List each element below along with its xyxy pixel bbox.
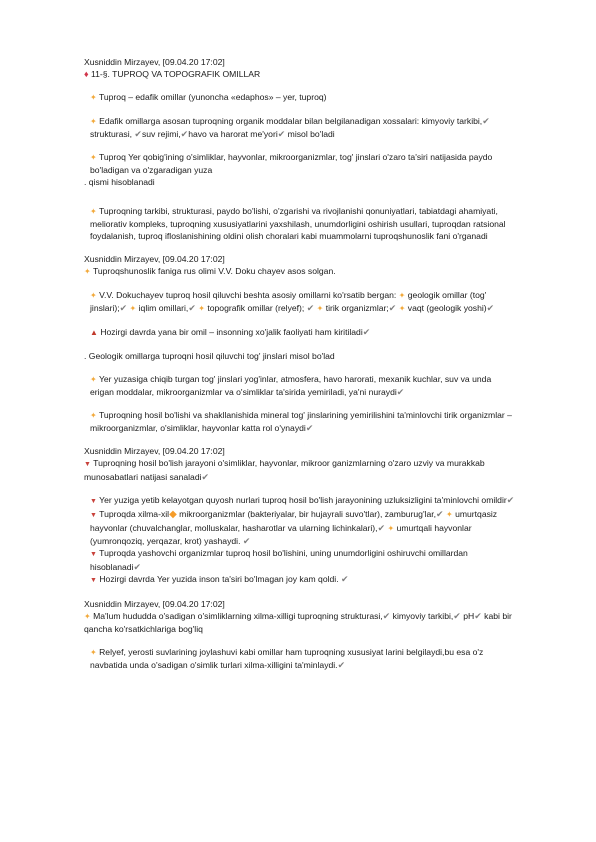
paragraph-text: suv rejimi,	[141, 129, 181, 139]
paragraph: . Geologik omillarga tuproqni hosil qiluvchi tog' jinslari misol bo'lad	[84, 351, 335, 361]
section-title	[84, 68, 516, 80]
check-icon: ✔	[474, 611, 482, 621]
star-icon: ✦	[90, 117, 97, 126]
paragraph	[84, 326, 516, 339]
paragraph-text: Tuproq Yer qobig'ining o'simliklar, hayvonlar, mikroorganizmlar, tog' jinslari o'zaro ta'siri natijasida paydo bo'ladigan va o'zgaradigan yuza	[90, 152, 493, 175]
paragraph-text: strukturasi,	[90, 129, 133, 139]
paragraph-text: pH	[463, 611, 475, 621]
paragraph-text: iqlim omillari,	[138, 303, 189, 313]
star-icon: ✦	[90, 375, 97, 384]
check-icon: ✔	[486, 303, 495, 313]
check-icon: ✔	[362, 327, 371, 337]
paragraph	[84, 115, 516, 140]
paragraph-text: vaqt (geologik yoshi)	[407, 303, 487, 313]
check-icon: ✔	[242, 536, 251, 546]
paragraph-text: misol bo'ladi	[287, 129, 335, 139]
author-line: Xusniddin Mirzayev, [09.04.20 17:02]	[84, 599, 225, 609]
paragraph	[84, 91, 516, 104]
check-icon: ✔	[201, 472, 210, 482]
hat-icon: ▲	[90, 328, 98, 337]
triangle-down-icon: ▼	[90, 512, 97, 519]
check-icon: ✔	[180, 129, 189, 139]
check-icon: ✔	[506, 495, 515, 505]
paragraph-text: Edafik omillarga asosan tuproqning organik moddalar bilan belgilanadigan xossalari: kimyoviy tarkibi,	[99, 116, 483, 126]
paragraph	[84, 409, 516, 434]
triangle-down-icon: ▼	[90, 577, 97, 584]
check-icon: ✔	[388, 303, 397, 313]
paragraph	[84, 547, 516, 573]
check-icon: ✔	[377, 523, 386, 533]
paragraph-text: kabi bir qancha ko'rsatkichlariga bog'liq	[84, 611, 512, 634]
star-icon: ✦	[90, 93, 97, 102]
star-icon: ✦	[84, 267, 91, 276]
paragraph-text: Ma'lum hududda o'sadigan o'simliklarning xilma-xilligi tuproqning strukturasi,	[93, 611, 383, 621]
paragraph	[84, 494, 516, 508]
star-icon: ✦	[84, 612, 91, 621]
triangle-down-icon: ▼	[90, 551, 97, 558]
paragraph-text: geologik omillar (tog' jinslari);	[90, 290, 487, 313]
paragraph	[84, 457, 516, 483]
paragraph	[84, 373, 516, 398]
star-icon: ✦	[316, 304, 324, 313]
paragraph-text: tirik organizmlar;	[325, 303, 389, 313]
paragraph	[84, 205, 516, 242]
paragraph	[84, 151, 516, 176]
check-icon: ✔	[277, 129, 286, 139]
author-line: Xusniddin Mirzayev, [09.04.20 17:02]	[84, 57, 225, 67]
star-icon: ✦	[398, 304, 406, 313]
author-line: Xusniddin Mirzayev, [09.04.20 17:02]	[84, 446, 225, 456]
star-icon: ✦	[445, 510, 453, 519]
paragraph-text: Tuproqning tarkibi, strukturasi, paydo bo'lishi, o'zgarishi va rivojlanishi qonuniyatlari, tabiatdagi ahamiyati, meliorativ kompleks, tuproqning xususiyatlarini yaxshilash, unumdorligini oshirish usullari, tuproqdan ratsional foydalanish, tuproq ifloslanishining oldini olish choralari kabi muammolarni tuproqshunoslik fani o'rganadi	[90, 206, 506, 241]
paragraph-text: Tuproqda yashovchi organizmlar tuproq hosil bo'lishini, uning unumdorligini oshiruvchi omillardan hisoblanadi	[90, 548, 468, 572]
check-icon: ✔	[436, 509, 444, 519]
paragraph: . qismi hisoblanadi	[84, 177, 155, 187]
paragraph-text: topografik omillar (relyef);	[207, 303, 305, 313]
paragraph	[84, 289, 516, 315]
check-icon: ✔	[188, 303, 196, 313]
check-icon: ✔	[340, 574, 349, 584]
paragraph	[84, 265, 516, 278]
triangle-down-icon: ▼	[84, 461, 91, 468]
paragraph-text: umurtqali hayvonlar (yumronqoziq, yerqazar, krot) yashaydi.	[90, 523, 472, 546]
paragraph-text: Yer yuziga yetib kelayotgan quyosh nurlari tuproq hosil bo'lish jarayonining uzluksizligini ta'minlovchi omildir	[99, 495, 507, 505]
triangle-down-icon: ▼	[90, 498, 97, 505]
star-icon: ✦	[90, 153, 97, 162]
check-icon: ✔	[134, 129, 142, 139]
paragraph-text: Tuproq – edafik omillar (yunoncha «edaphos» – yer, tuproq)	[98, 92, 327, 102]
paragraph-text: Tuproqda xilma-xil	[99, 509, 170, 519]
orange-diamond-icon: ◆	[169, 509, 177, 520]
check-icon: ✔	[482, 116, 490, 126]
paragraph-text: kimyoviy tarkibi,	[392, 611, 454, 621]
paragraph-text: Tuproqning hosil bo'lishi va shakllanishida mineral tog' jinslarining yemirilishini ta'minlovchi tirik organizmlar – mikroorganizmlar, o'simliklar, hayvonlar katta rol o'ynaydi	[90, 410, 512, 433]
check-icon: ✔	[337, 660, 346, 670]
paragraph-text: Hozirgi davrda yana bir omil – insonning xo'jalik faoliyati ham kiritiladi	[100, 327, 363, 337]
author-line: Xusniddin Mirzayev, [09.04.20 17:02]	[84, 254, 225, 264]
star-icon: ✦	[90, 411, 97, 420]
star-icon: ✦	[387, 524, 395, 533]
paragraph-text: havo va harorat me'yori	[188, 129, 278, 139]
check-icon: ✔	[306, 303, 315, 313]
paragraph-text: V.V. Dokuchayev tuproq hosil qiluvchi beshta asosiy omillarni ko'rsatib bergan:	[99, 290, 397, 300]
paragraph-text: mikroorganizmlar (bakteriyalar, bir hujayrali suvo'tlar), zamburug'lar,	[179, 509, 437, 519]
check-icon: ✔	[305, 423, 314, 433]
star-icon: ✦	[90, 207, 97, 216]
paragraph-text: Tuproqshunoslik faniga rus olimi V.V. Doku chayev asos solgan.	[92, 266, 336, 276]
star-icon: ✦	[198, 304, 205, 313]
paragraph-text: Tuproqning hosil bo'lish jarayoni o'simliklar, hayvonlar, mikroor ganizmlarning o'zaro uzviy va murakkab munosabatlari natijasi sanaladi	[84, 458, 485, 482]
check-icon: ✔	[382, 611, 391, 621]
star-icon: ✦	[129, 304, 137, 313]
paragraph	[84, 646, 516, 671]
star-icon: ✦	[398, 291, 406, 300]
paragraph	[84, 508, 516, 547]
paragraph-text: Yer yuzasiga chiqib turgan tog' jinslari yog'inlar, atmosfera, havo harorati, mexanik kuchlar, suv va unda erigan moddalar, mikroorganizmlar va o'simliklar ta'sirida yemiriladi, ya'ni nuraydi	[90, 374, 492, 397]
check-icon: ✔	[133, 562, 142, 572]
star-icon: ✦	[90, 291, 97, 300]
title-text: 11-§. TUPROQ VA TOPOGRAFIK OMILLAR	[90, 69, 261, 79]
check-icon: ✔	[119, 303, 128, 313]
paragraph	[84, 610, 516, 635]
document-page	[84, 56, 516, 671]
red-diamond-icon: ♦	[84, 69, 89, 79]
paragraph-text: Hozirgi davrda Yer yuzida inson ta'siri bo'lmagan joy kam qoldi.	[99, 574, 339, 584]
paragraph-text: umurtqasiz hayvonlar (chuvalchanglar, molluskalar, hasharotlar va ularning lichinkalari),	[90, 509, 498, 533]
paragraph	[84, 573, 516, 587]
star-icon: ✦	[90, 648, 97, 657]
check-icon: ✔	[453, 611, 461, 621]
paragraph-text: Relyef, yerosti suvlarining joylashuvi kabi omillar ham tuproqning xususiyat larini belgilaydi,bu esa o'z navbatida unda o'sadigan o'simlik turlari xilma-xilligini ta'minlaydi.	[90, 647, 484, 670]
check-icon: ✔	[396, 387, 405, 397]
